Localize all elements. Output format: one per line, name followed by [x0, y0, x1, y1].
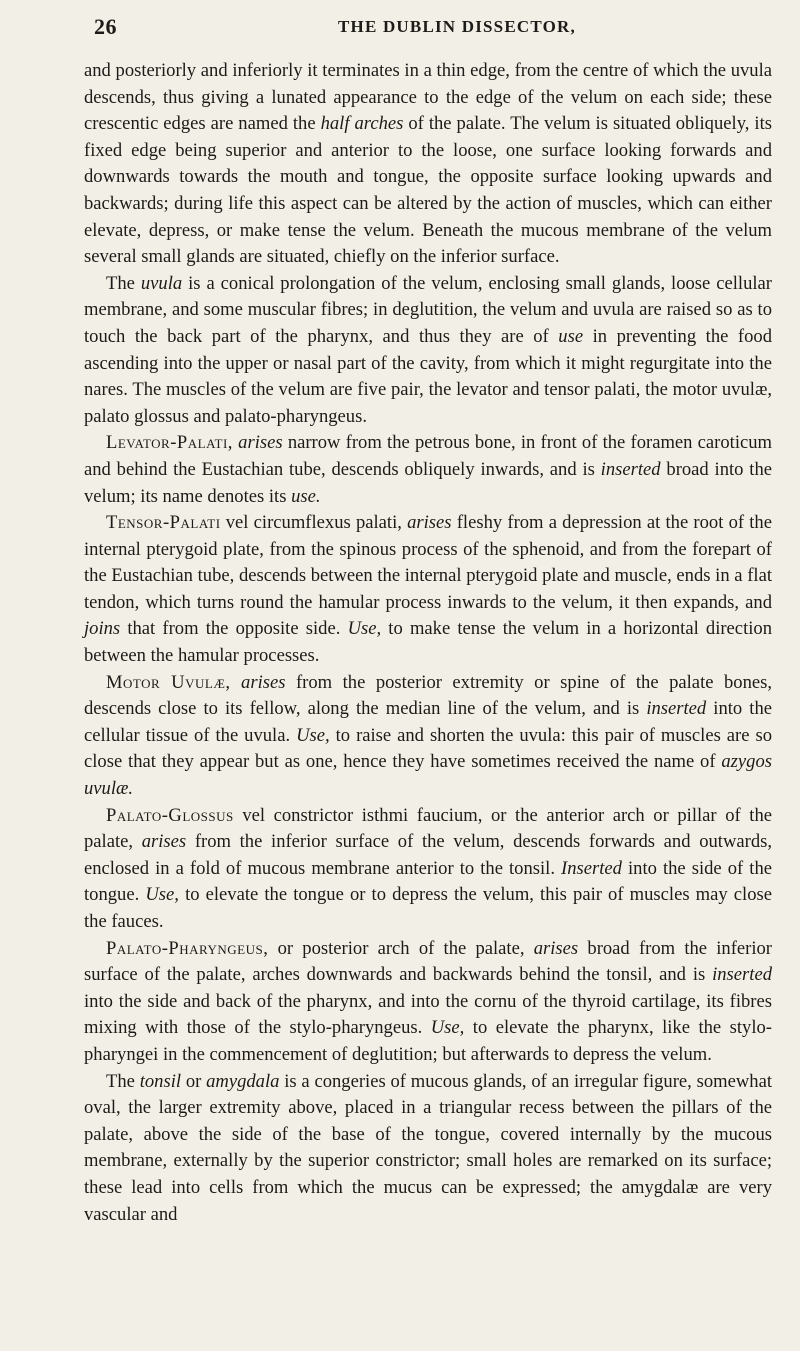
emphasis-text: use.: [291, 485, 321, 507]
emphasis-text: half arches: [320, 113, 404, 135]
text-run: The: [106, 272, 141, 294]
muscle-name: Levator-Palati,: [106, 432, 233, 454]
paragraph-tonsil: [84, 1069, 772, 1229]
text-run: broad into the velum; its name denotes its: [84, 458, 772, 507]
text-run: into the side and back of the pharynx, and into the cornu of the thyroid cartilage, its fibres mixing with those of the stylo-pharyngeus.: [84, 990, 772, 1039]
running-head: THE DUBLIN DISSECTOR,: [338, 17, 576, 36]
text-run: in preventing the food ascending into the upper or nasal part of the cavity, from which it might regurgitate into the nares. The muscles of the velum are five pair, the levator and tensor palati, the motor uvulæ, palato glossus and palato-pharyngeus.: [84, 325, 772, 427]
emphasis-text: inserted: [646, 698, 707, 720]
muscle-name: Palato-Glossus: [106, 804, 234, 826]
emphasis-text: amygdala: [206, 1070, 280, 1092]
emphasis-text: use: [558, 325, 584, 347]
emphasis-text: arises: [238, 432, 283, 454]
emphasis-text: inserted: [600, 458, 661, 480]
emphasis-text: inserted: [712, 964, 772, 986]
text-run: to raise and shorten the uvula: this pair of muscles are so close that they appear but as one, hence they have sometimes received the name of: [84, 724, 772, 773]
emphasis-text: Use,: [296, 724, 330, 746]
paragraph-velum: [84, 58, 772, 271]
emphasis-text: Use,: [145, 884, 179, 906]
paragraph-palato-glossus: [84, 803, 772, 936]
text-run: into the side of the tongue.: [84, 857, 772, 906]
text-run: [231, 672, 242, 693]
text-run: to elevate the pharynx, like the stylo-pharyngei in the commencement of deglutition; but afterwards to depress the velum.: [84, 1017, 772, 1065]
emphasis-text: Inserted: [561, 857, 622, 879]
paragraph-palato-pharyngeus: [84, 936, 772, 1069]
paragraph-uvula: [84, 271, 772, 431]
emphasis-text: Use,: [347, 618, 382, 640]
body-text: [84, 58, 772, 1228]
emphasis-text: arises: [407, 512, 452, 534]
text-run: The: [106, 1070, 140, 1092]
paragraph-tensor-palati: [84, 510, 772, 670]
emphasis-text: tonsil: [139, 1070, 182, 1092]
text-run: fleshy from a depression at the root of the internal pterygoid plate, from the spinous process of the sphenoid, and from the forepart of the Eustachian tube, descends between the internal pterygoid plate and muscle, ends in a flat tendon, which turns round the hamular process inwards to the velum, it then expands, and: [84, 512, 772, 613]
text-run: vel constrictor isthmi faucium, or the anterior arch or pillar of the palate,: [84, 804, 772, 853]
emphasis-text: arises: [141, 831, 187, 853]
emphasis-text: Use,: [430, 1017, 465, 1039]
muscle-name: Motor Uvulæ,: [106, 671, 231, 693]
text-run: or posterior arch of the palate,: [268, 937, 534, 959]
emphasis-text: azygos uvulæ.: [84, 751, 772, 800]
text-run: is a conical prolongation of the velum, enclosing small glands, loose cellular membrane, and some muscular fibres; in deglutition, the velum and uvula are raised so as to touch the back part of the pharynx, and thus they are of: [84, 272, 772, 347]
text-run: vel circumflexus palati,: [220, 512, 408, 534]
text-run: broad from the inferior surface of the palate, arches downwards and backwards behind the tonsil, and is: [84, 937, 773, 986]
emphasis-text: arises: [533, 937, 579, 959]
text-run: from the inferior surface of the velum, descends forwards and outwards, enclosed in a fold of mucous membrane anterior to the tonsil.: [84, 831, 773, 879]
text-run: is a congeries of mucous glands, of an irregular figure, somewhat oval, the larger extremity above, placed in a triangular recess between the pillars of the palate, above the side of the base of the tongue, covered internally by the mucous membrane, externally by the superior constrictor; small holes are remarked on its surface; these lead into cells from which the mucus can be expressed; the amygdalæ are very vascular and: [84, 1070, 772, 1225]
text-run: that from the opposite side.: [120, 618, 348, 640]
paragraph-levator-palati: [84, 430, 772, 510]
text-run: of the palate. The velum is situated obliquely, its fixed edge being superior and anterior to the loose, one surface looking forwards and downwards towards the mouth and tongue, the opposite surface looking upwards and backwards; during life this aspect can be altered by the action of muscles, which can either elevate, depress, or make tense the velum. Beneath the mucous membrane of the velum several small glands are situated, chiefly on the inferior surface.: [84, 113, 772, 268]
muscle-name: Tensor-Palati: [106, 512, 221, 534]
text-run: into the cellular tissue of the uvula.: [84, 698, 772, 746]
page-number: 26: [94, 14, 117, 39]
emphasis-text: uvula: [140, 272, 183, 294]
paragraph-motor-uvulae: [84, 670, 772, 803]
text-run: and posteriorly and inferiorly it terminates in a thin edge, from the centre of which the uvula descends, thus giving a lunated appearance to the edge of the velum on each side; these crescentic edges are named the: [84, 60, 772, 135]
text-run: narrow from the petrous bone, in front of the foramen caroticum and behind the Eustachian tube, descends obliquely inwards, and is: [84, 432, 772, 480]
muscle-name: Palato-Pharyngeus,: [106, 937, 269, 959]
emphasis-text: arises: [241, 671, 286, 693]
text-run: to make tense the velum in a horizontal direction between the hamular processes.: [84, 618, 772, 667]
emphasis-text: joins: [84, 618, 121, 640]
text-run: from the posterior extremity or spine of the palate bones, descends close to its fellow, along the median line of the velum, and is: [84, 671, 773, 720]
page-header: [84, 14, 772, 54]
text-run: or: [181, 1070, 207, 1092]
text-run: to elevate the tongue or to depress the velum, this pair of muscles may close the fauces.: [84, 884, 772, 932]
